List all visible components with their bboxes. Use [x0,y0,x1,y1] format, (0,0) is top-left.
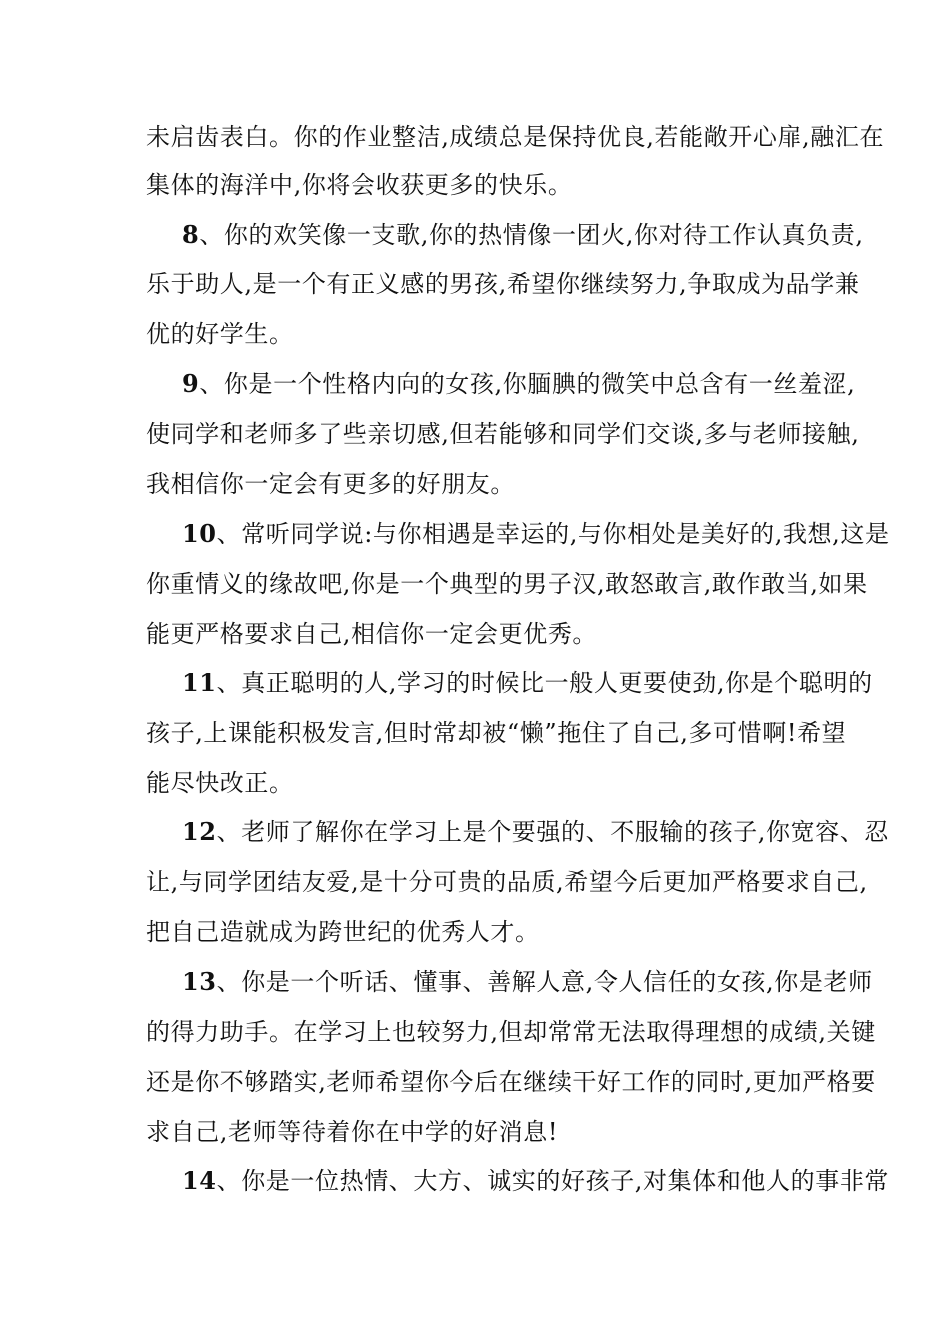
text-line: 孩子,上课能积极发言,但时常却被“懒”拖住了自己,多可惜啊!希望 [146,719,847,747]
paragraph-first-line [182,816,890,848]
text-line: 的得力助手。在学习上也较努力,但却常常无法取得理想的成绩,关键 [146,1018,876,1046]
text-line: 还是你不够踏实,老师希望你今后在继续干好工作的同时,更加严格要 [146,1068,876,1096]
paragraph-first-line [182,368,856,400]
paragraph-number: 11 [182,668,217,697]
paragraph-number: 13 [182,967,217,996]
paragraph-first-line [182,1165,890,1197]
paragraph-first-line [182,518,890,550]
text-line: 把自己造就成为跨世纪的优秀人才。 [146,918,540,946]
text-line: 我相信你一定会有更多的好朋友。 [146,470,515,498]
text-line: 、你是一位热情、大方、诚实的好孩子,对集体和他人的事非常 [216,1167,890,1195]
paragraph-number: 8 [182,220,200,249]
text-line: 能更严格要求自己,相信你一定会更优秀。 [146,620,598,648]
text-line: 、真正聪明的人,学习的时候比一般人更要使劲,你是个聪明的 [216,669,873,697]
text-line: 、你是一个听话、懂事、善解人意,令人信任的女孩,你是老师 [216,968,873,996]
paragraph-first-line [182,667,873,699]
paragraph-number: 14 [182,1166,217,1195]
text-line: 、老师了解你在学习上是个要强的、不服输的孩子,你宽容、忍 [216,818,890,846]
text-line: 使同学和老师多了些亲切感,但若能够和同学们交谈,多与老师接触, [146,420,860,448]
text-line: 求自己,老师等待着你在中学的好消息! [146,1118,559,1146]
paragraph-number: 12 [182,817,217,846]
text-line: 能尽快改正。 [146,769,294,797]
paragraph-first-line [182,966,873,998]
paragraph-number: 10 [182,519,217,548]
text-line: 未启齿表白。你的作业整洁,成绩总是保持优良,若能敞开心扉,融汇在 [146,123,885,151]
text-line: 让,与同学团结友爱,是十分可贵的品质,希望今后更加严格要求自己, [146,868,868,896]
text-line: 、你的欢笑像一支歌,你的热情像一团火,你对待工作认真负责, [199,221,864,249]
text-line: 集体的海洋中,你将会收获更多的快乐。 [146,171,573,199]
text-line: 、常听同学说:与你相遇是幸运的,与你相处是美好的,我想,这是 [216,520,890,548]
text-line: 优的好学生。 [146,320,294,348]
text-line: 你重情义的缘故吧,你是一个典型的男子汉,敢怒敢言,敢作敢当,如果 [146,570,868,598]
paragraph-number: 9 [182,369,200,398]
text-line: 、你是一个性格内向的女孩,你腼腆的微笑中总含有一丝羞涩, [199,370,856,398]
text-line: 乐于助人,是一个有正义感的男孩,希望你继续努力,争取成为品学兼 [146,270,860,298]
paragraph-first-line [182,219,864,251]
